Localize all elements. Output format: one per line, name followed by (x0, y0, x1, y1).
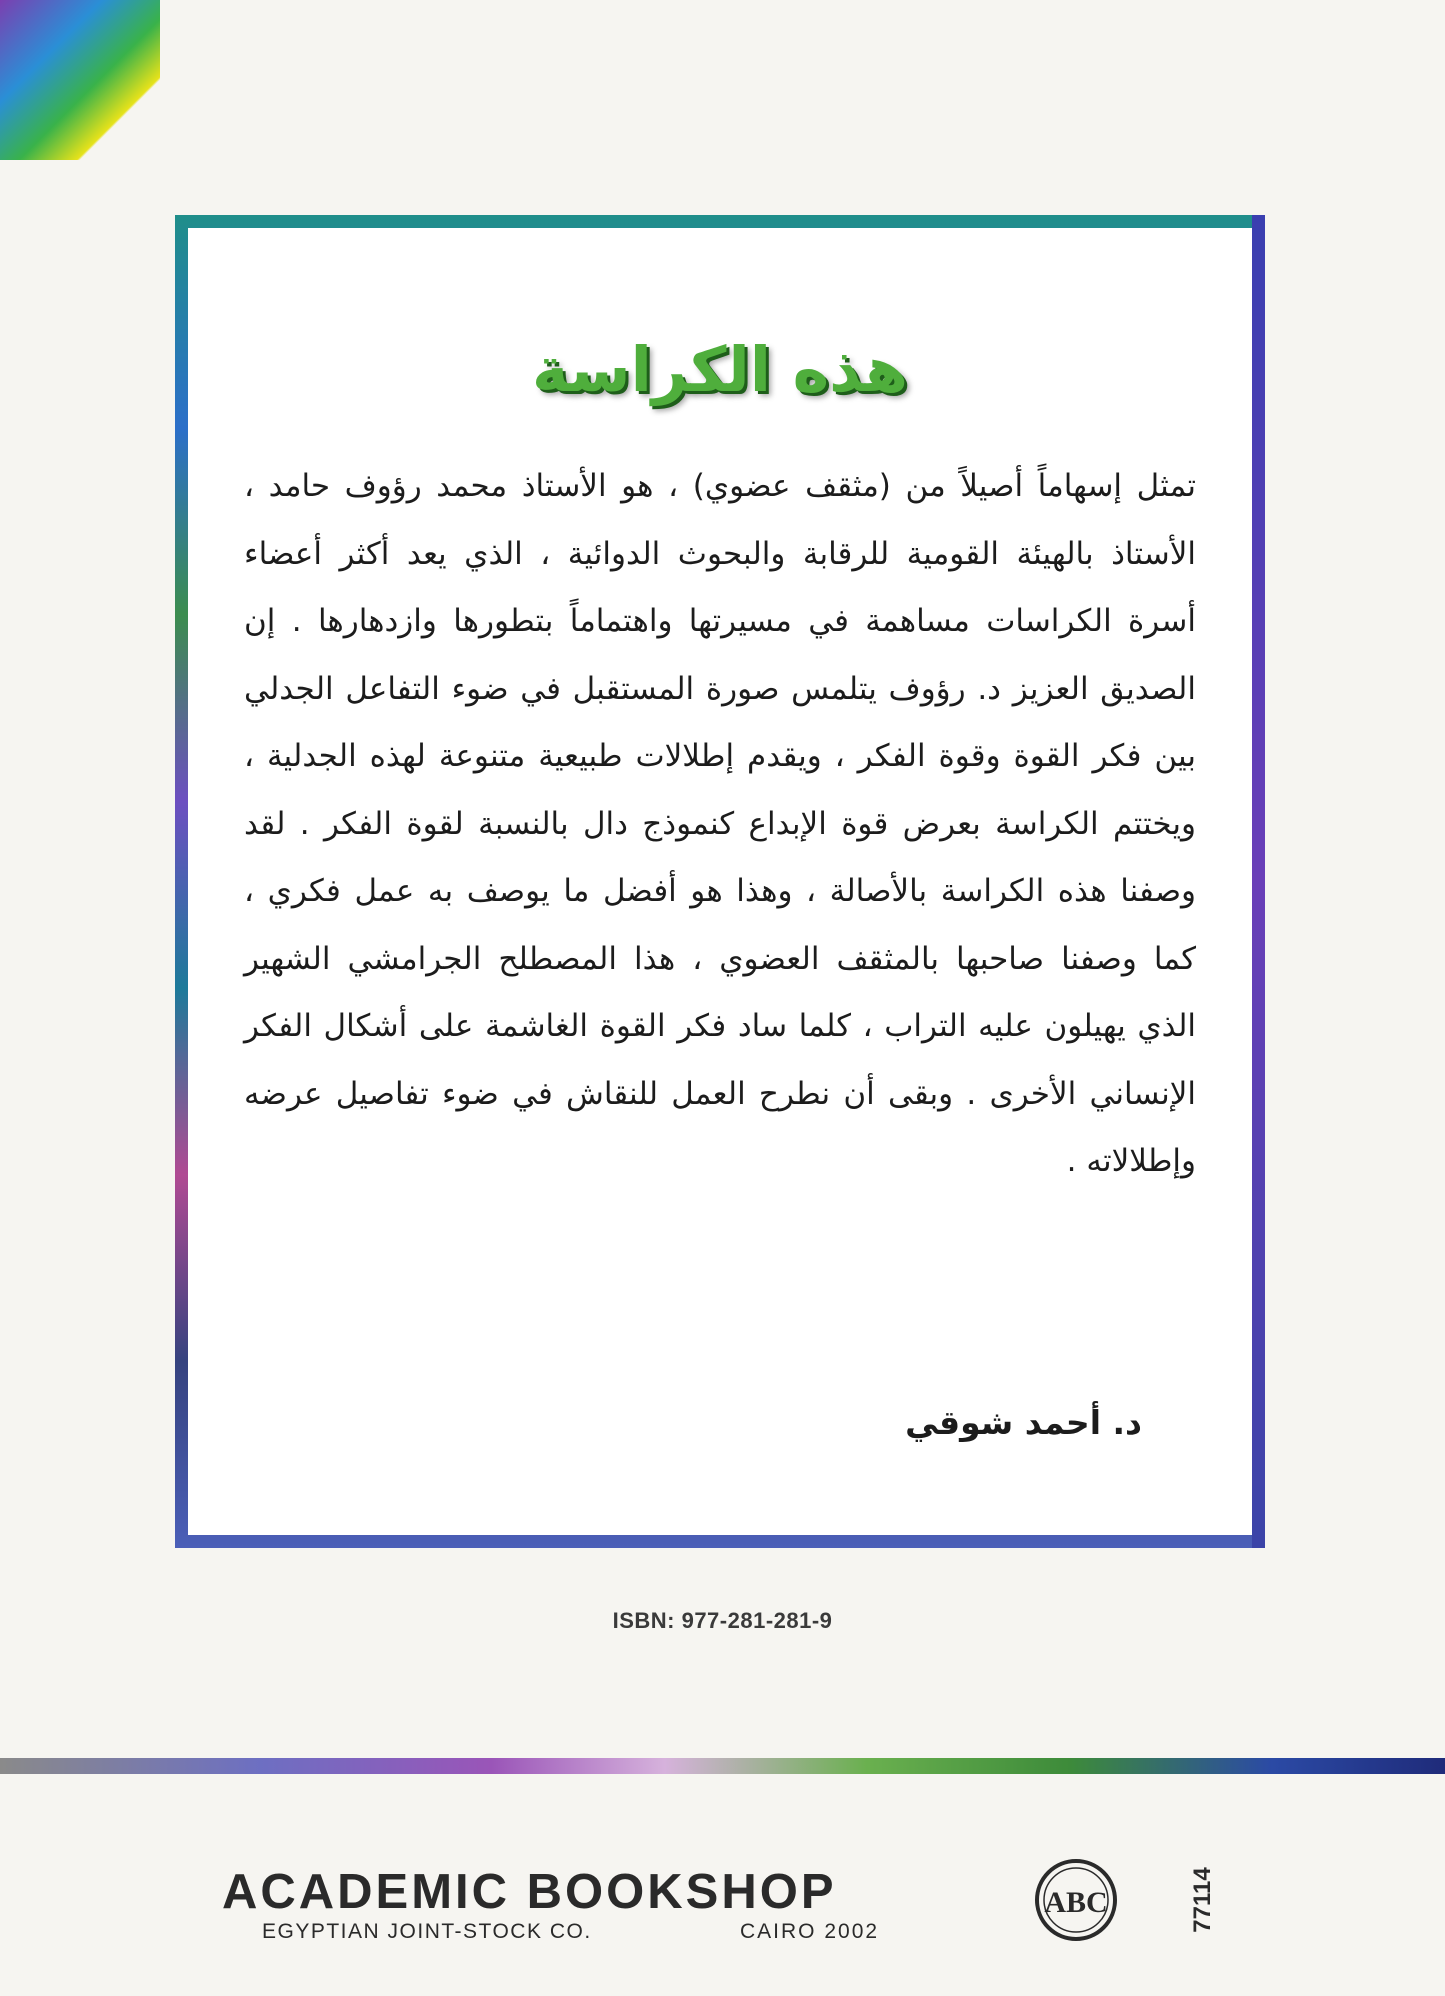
svg-text:ABC: ABC (1044, 1886, 1108, 1919)
color-stripe-divider (0, 1758, 1445, 1774)
text-panel (188, 228, 1252, 1535)
corner-color-graphic (0, 0, 160, 160)
isbn-label: ISBN: 977-281-281-9 (612, 1608, 833, 1633)
text-frame (175, 215, 1265, 1548)
frame-right-edge (1252, 215, 1265, 1548)
publisher-logo (1034, 1858, 1118, 1942)
publisher-company: EGYPTIAN JOINT-STOCK CO. (262, 1920, 592, 1943)
page-title: هذه الكراسة (532, 333, 908, 406)
catalog-code: 77114 (1189, 1867, 1216, 1933)
publisher-name: ACADEMIC BOOKSHOP (222, 1865, 837, 1919)
publisher-city-year: CAIRO 2002 (740, 1920, 880, 1943)
author-signature: د. أحمد شوقي (905, 1403, 1142, 1442)
blurb-paragraph: تمثل إسهاماً أصيلاً من (مثقف عضوي) ، هو الأستاذ محمد رؤوف حامد ، الأستاذ بالهيئة القومية للرقابة والبحوث الدوائية ، الذي يعد أكثر أعضاء أسرة الكراسات مساهمة في مسيرتها واهتماماً بتطورها وازدهارها . إن الصديق العزيز د. رؤوف يتلمس صورة المستقبل في ضوء التفاعل الجدلي بين فكر القوة وقوة الفكر ، ويقدم إطلالات طبيعية متنوعة لهذه الجدلية ، ويختتم الكراسة بعرض قوة الإبداع كنموذج دال بالنسبة لقوة الفكر . لقد وصفنا هذه الكراسة بالأصالة ، وهذا هو أفضل ما يوصف به عمل فكري ، كما وصفنا صاحبها بالمثقف العضوي ، هذا المصطلح الجرامشي الشهير الذي يهيلون عليه التراب ، كلما ساد فكر القوة الغاشمة على أشكال الفكر الإنساني الأخرى . وبقى أن نطرح العمل للنقاش في ضوء تفاصيل عرضه وإطلالاته . (244, 468, 1196, 1179)
